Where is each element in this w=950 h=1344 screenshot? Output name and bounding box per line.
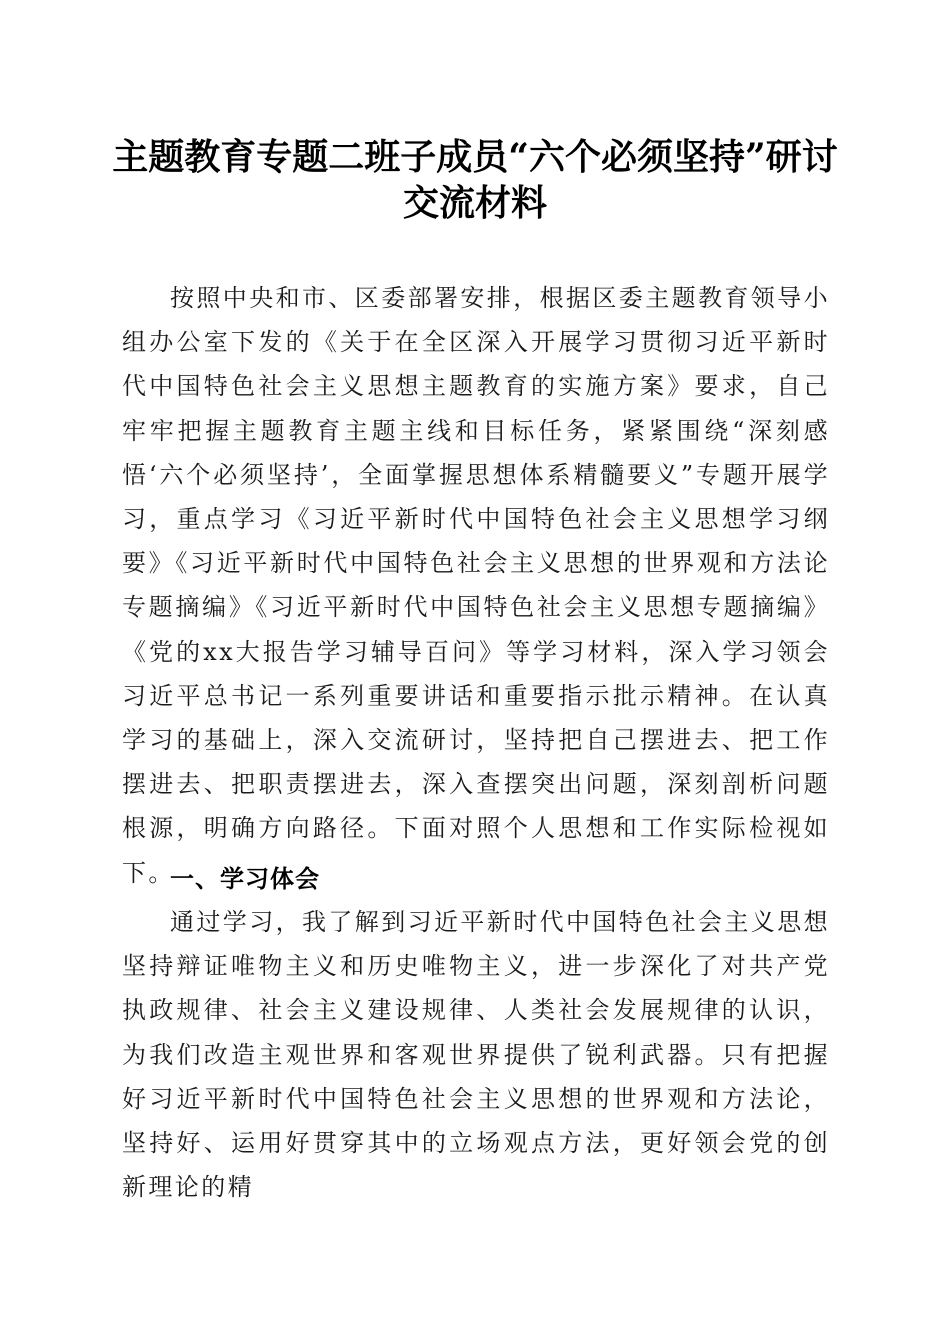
intro-paragraph: 按照中央和市、区委部署安排，根据区委主题教育领导小组办公室下发的《关于在全区深入开展学习贯彻习近平新时代中国特色社会主义思想主题教育的实施方案》要求，自己牢牢把握主题教育主题主线和目标任务，紧紧围绕“深刻感悟‘六个必须坚持’，全面掌握思想体系精髓要义”专题开展学习，重点学习《习近平新时代中国特色社会主义思想学习纲要》《习近平新时代中国特色社会主义思想的世界观和方法论专题摘编》《习近平新时代中国特色社会主义思想专题摘编》《党的xx大报告学习辅导百问》等学习材料，深入学习领会习近平总书记一系列重要讲话和重要指示批示精神。在认真学习的基础上，深入交流研讨，坚持把自己摆进去、把工作摆进去、把职责摆进去，深入查摆突出问题，深刻剖析问题根源，明确方向路径。下面对照个人思想和工作实际检视如下。 [122,284,830,887]
document-title: 主题教育专题二班子成员“六个必须坚持”研讨交流材料 [112,136,838,224]
study-experience-paragraph: 通过学习，我了解到习近平新时代中国特色社会主义思想坚持辩证唯物主义和历史唯物主义，进一步深化了对共产党执政规律、社会主义建设规律、人类社会发展规律的认识，为我们改造主观世界和客观世界提供了锐利武器。只有把握好习近平新时代中国特色社会主义思想的世界观和方法论，坚持好、运用好贯穿其中的立场观点方法，更好领会党的创新理论的精 [122,908,830,1202]
section-heading: 一、学习体会 [170,865,320,893]
